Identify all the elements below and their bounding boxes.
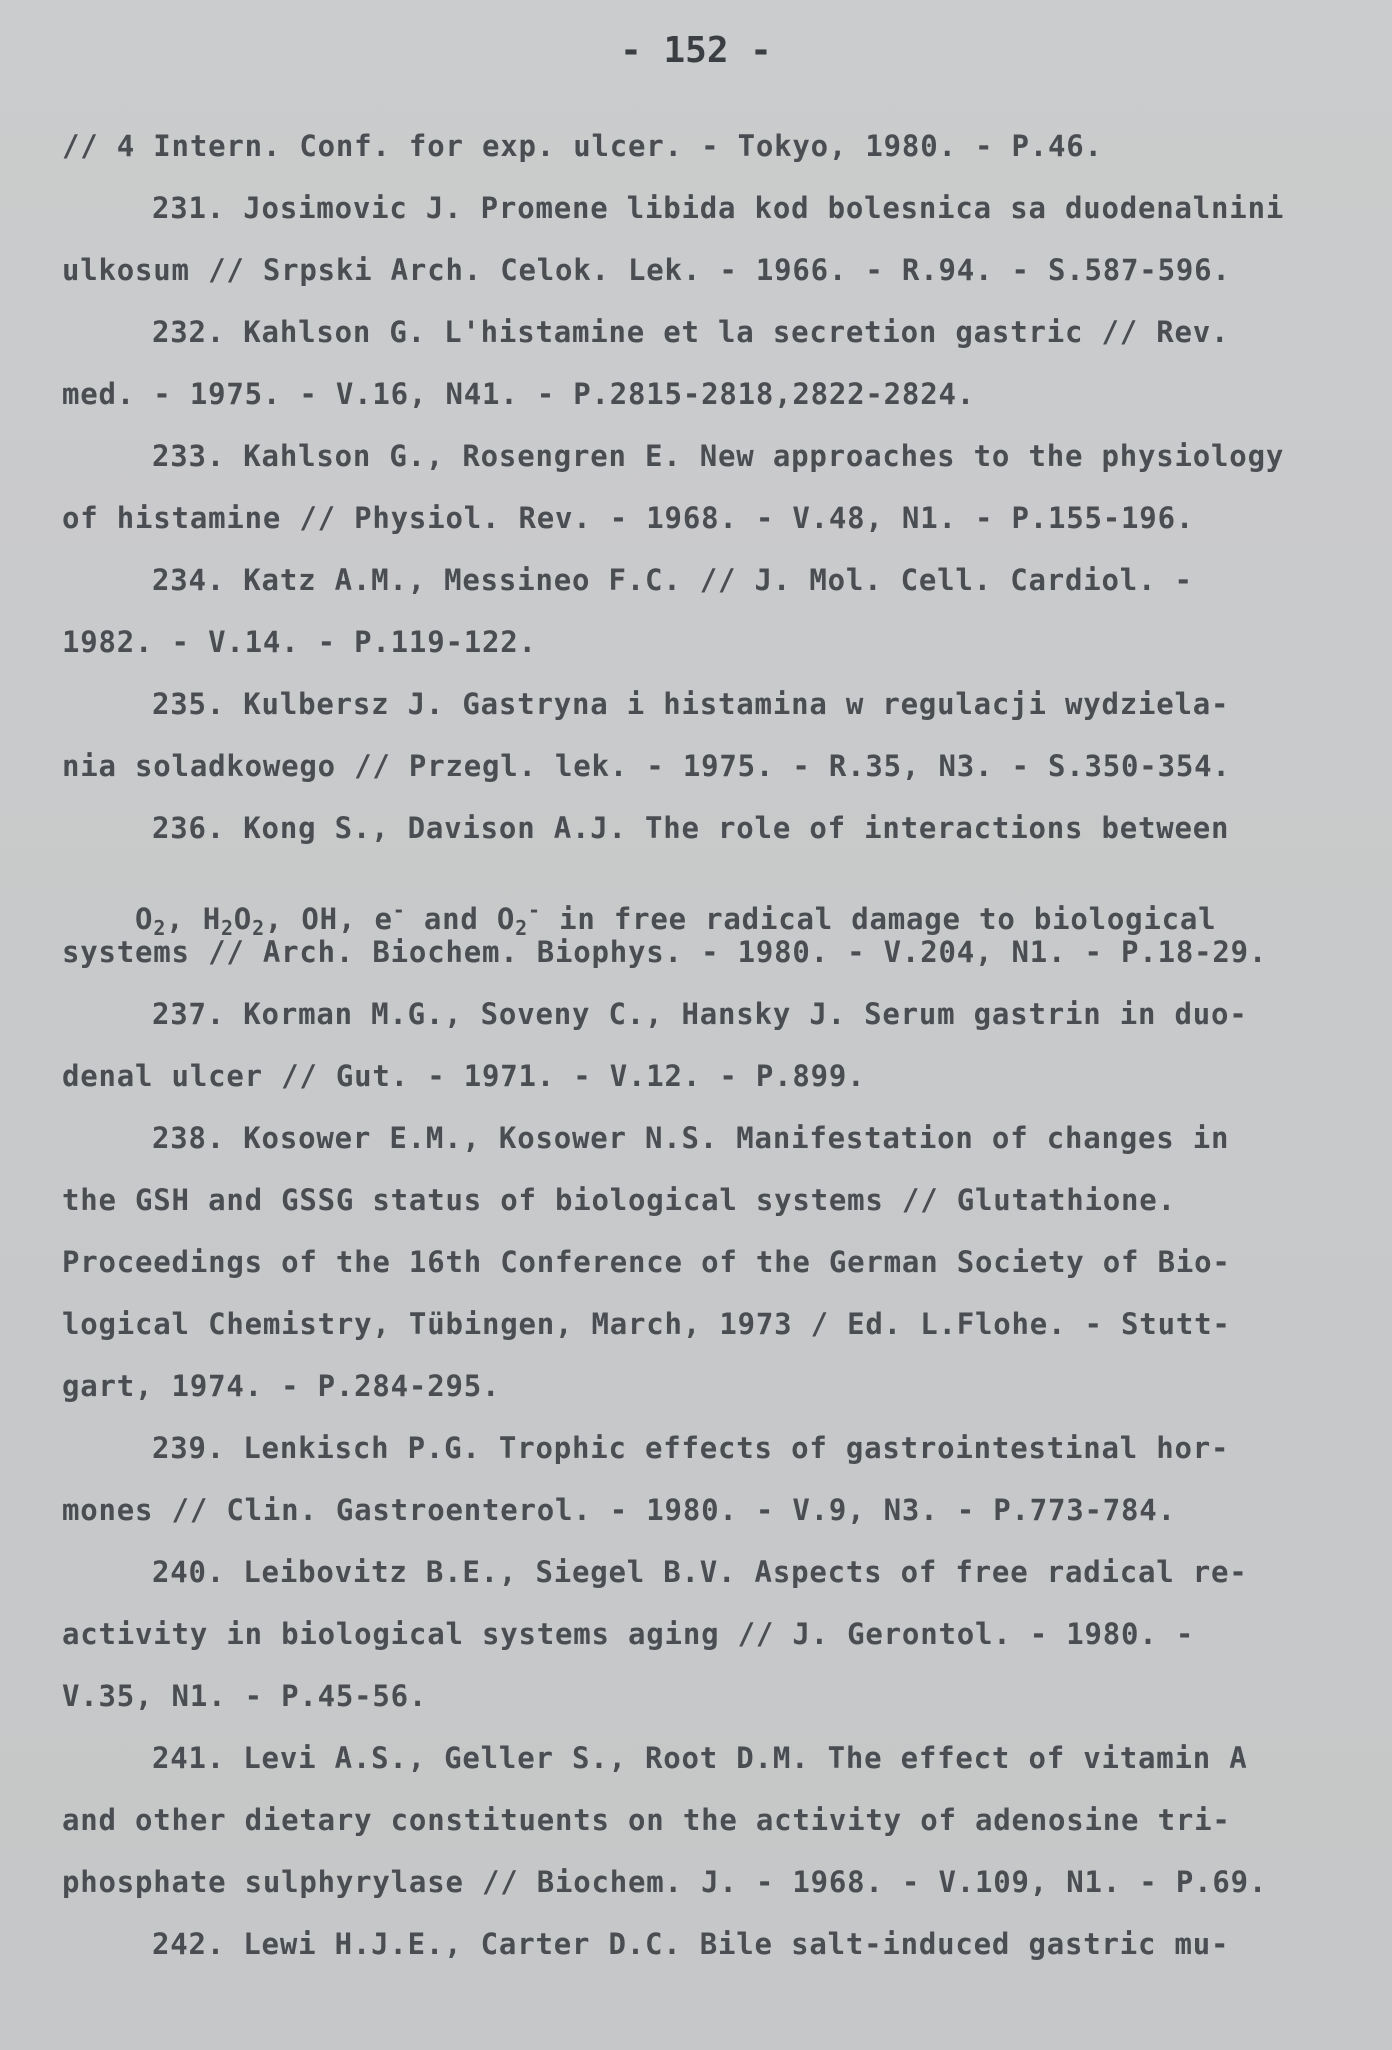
- reference-line: 242. Lewi H.J.E., Carter D.C. Bile salt-induced gastric mu-: [152, 1927, 1230, 1961]
- reference-line: 235. Kulbersz J. Gastryna i histamina w regulacji wydziela-: [152, 687, 1230, 721]
- reference-line: 234. Katz A.M., Messineo F.C. // J. Mol. Cell. Cardiol. -: [152, 563, 1193, 597]
- reference-line: and other dietary constituents on the activity of adenosine tri-: [62, 1803, 1231, 1837]
- formula-h2o2-o-subscript: 2: [252, 916, 265, 940]
- reference-line: of histamine // Physiol. Rev. - 1968. - V.48, N1. - P.155-196.: [62, 501, 1195, 535]
- reference-line: med. - 1975. - V.16, N41. - P.2815-2818,2822-2824.: [62, 377, 975, 411]
- formula-h2o2-o: O: [233, 902, 253, 936]
- reference-line: 241. Levi A.S., Geller S., Root D.M. The effect of vitamin A: [152, 1741, 1248, 1775]
- formula-o2-subscript: 2: [153, 916, 167, 940]
- reference-line: V.35, N1. - P.45-56.: [62, 1679, 428, 1713]
- formula-o2b-superscript: -: [527, 898, 541, 922]
- reference-line: phosphate sulphyrylase // Biochem. J. - 1968. - V.109, N1. - P.69.: [62, 1865, 1268, 1899]
- reference-line: 236. Kong S., Davison A.J. The role of interactions between: [152, 811, 1230, 845]
- reference-line: 232. Kahlson G. L'histamine et la secretion gastric // Rev.: [152, 315, 1230, 349]
- reference-line: logical Chemistry, Tübingen, March, 1973 / Ed. L.Flohe. - Stutt-: [62, 1307, 1231, 1341]
- formula-and-o2: and O: [405, 902, 516, 936]
- reference-line: 238. Kosower E.M., Kosower N.S. Manifestation of changes in: [152, 1121, 1230, 1155]
- formula-rest: in free radical damage to biological: [540, 902, 1217, 936]
- reference-line: // 4 Intern. Conf. for exp. ulcer. - Tokyo, 1980. - P.46.: [62, 129, 1103, 163]
- reference-line: mones // Clin. Gastroenterol. - 1980. - V.9, N3. - P.773-784.: [62, 1493, 1176, 1527]
- formula-h2o2-h: H: [202, 902, 221, 936]
- page-number: - 152 -: [620, 30, 772, 71]
- formula-o2b-subscript: 2: [515, 916, 528, 940]
- reference-line: 237. Korman M.G., Soveny C., Hansky J. Serum gastrin in duo-: [152, 997, 1248, 1031]
- formula-h2o2-h-subscript: 2: [220, 916, 234, 940]
- reference-line: nia soladkowego // Przegl. lek. - 1975. - R.35, N3. - S.350-354.: [62, 749, 1231, 783]
- reference-line: 240. Leibovitz B.E., Siegel B.V. Aspects of free radical re-: [152, 1555, 1248, 1589]
- reference-line: activity in biological systems aging // J. Gerontol. - 1980. -: [62, 1617, 1195, 1651]
- reference-line: denal ulcer // Gut. - 1971. - V.12. - P.899.: [62, 1059, 866, 1093]
- formula-separator: ,: [166, 902, 203, 936]
- reference-line: 1982. - V.14. - P.119-122.: [62, 625, 537, 659]
- reference-line: 233. Kahlson G., Rosengren E. New approaches to the physiology: [152, 439, 1285, 473]
- formula-e-superscript: -: [392, 898, 406, 922]
- reference-line: systems // Arch. Biochem. Biophys. - 1980. - V.204, N1. - P.18-29.: [62, 935, 1268, 969]
- formula-oh-e: , OH, e: [264, 902, 393, 936]
- reference-line: the GSH and GSSG status of biological systems // Glutathione.: [62, 1183, 1176, 1217]
- reference-line: Proceedings of the 16th Conference of the German Society of Bio-: [62, 1245, 1231, 1279]
- formula-o2: O: [135, 902, 154, 936]
- reference-line: 231. Josimovic J. Promene libida kod bolesnica sa duodenalnini: [152, 191, 1285, 225]
- reference-line: ulkosum // Srpski Arch. Celok. Lek. - 1966. - R.94. - S.587-596.: [62, 253, 1231, 287]
- reference-line: 239. Lenkisch P.G. Trophic effects of gastrointestinal hor-: [152, 1431, 1230, 1465]
- reference-line: gart, 1974. - P.284-295.: [62, 1369, 501, 1403]
